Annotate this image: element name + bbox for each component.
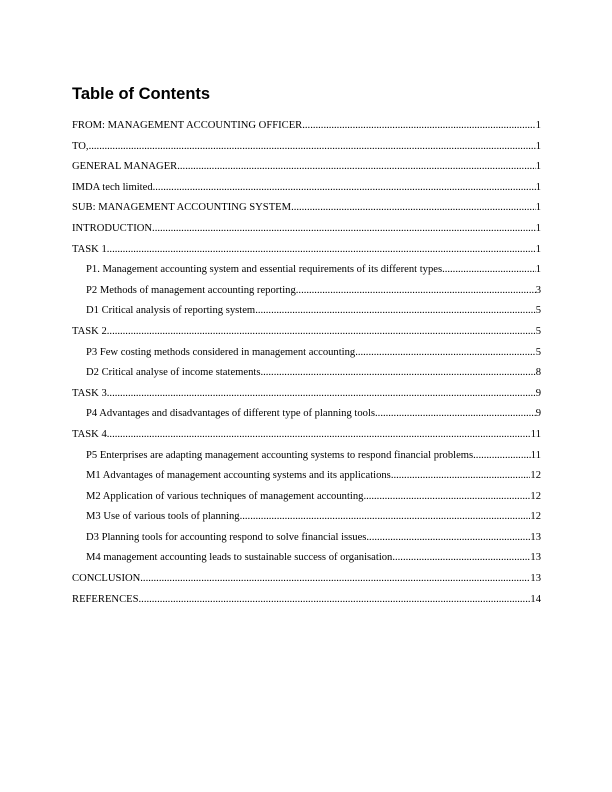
- toc-entry[interactable]: [72, 198, 541, 219]
- toc-page-number: 12: [530, 511, 541, 523]
- toc-dot-leader: [442, 260, 536, 281]
- toc-dot-leader: [391, 466, 531, 487]
- toc-page-number: 11: [530, 428, 541, 440]
- toc-entry-text: TO,: [72, 140, 89, 152]
- toc-dot-leader: [296, 281, 536, 302]
- toc-entry[interactable]: [72, 487, 541, 508]
- toc-entry-text: D2 Critical analyse of income statements: [86, 367, 261, 379]
- toc-entry-text: P4 Advantages and disadvantages of different type of planning tools: [86, 408, 376, 420]
- toc-entry[interactable]: [72, 219, 541, 240]
- toc-page-number: 14: [530, 593, 541, 605]
- toc-dot-leader: [260, 363, 535, 384]
- toc-dot-leader: [302, 116, 535, 137]
- toc-page-number: 13: [530, 573, 541, 585]
- toc-entry[interactable]: [72, 590, 541, 611]
- toc-entry-text: TASK 1: [72, 243, 107, 255]
- toc-page-number: 1: [535, 202, 541, 214]
- toc-dot-leader: [153, 178, 536, 199]
- toc-page-number: 1: [535, 120, 541, 131]
- toc-list: [72, 116, 541, 610]
- toc-page-number: 12: [530, 490, 541, 502]
- toc-entry[interactable]: [72, 240, 541, 261]
- toc-entry[interactable]: [72, 157, 541, 178]
- toc-entry[interactable]: [72, 260, 541, 281]
- toc-entry[interactable]: [72, 569, 541, 590]
- toc-dot-leader: [375, 404, 536, 425]
- toc-page-number: 1: [535, 264, 541, 276]
- toc-dot-leader: [473, 446, 531, 467]
- toc-dot-leader: [107, 240, 536, 261]
- toc-dot-leader: [255, 301, 536, 322]
- toc-entry-text: FROM: MANAGEMENT ACCOUNTING OFFICER: [72, 120, 303, 131]
- toc-entry-text: P1. Management accounting system and essential requirements of its different types: [86, 264, 443, 276]
- toc-dot-leader: [107, 322, 536, 343]
- toc-entry[interactable]: [72, 507, 541, 528]
- toc-entry-text: REFERENCES: [72, 593, 139, 605]
- toc-page-number: 13: [530, 552, 541, 564]
- toc-entry-text: M4 management accounting leads to sustainable success of organisation: [86, 552, 393, 564]
- toc-entry[interactable]: [72, 322, 541, 343]
- toc-entry[interactable]: [72, 425, 541, 446]
- toc-entry-text: P2 Methods of management accounting reporting: [86, 284, 296, 296]
- toc-entry[interactable]: [72, 548, 541, 569]
- toc-entry[interactable]: [72, 281, 541, 302]
- toc-page-number: 1: [535, 243, 541, 255]
- toc-page-number: 1: [535, 222, 541, 234]
- toc-entry[interactable]: [72, 301, 541, 322]
- toc-dot-leader: [392, 548, 530, 569]
- toc-entry-text: D3 Planning tools for accounting respond to solve financial issues: [86, 531, 367, 543]
- toc-dot-leader: [355, 343, 536, 364]
- toc-dot-leader: [177, 157, 535, 178]
- toc-entry[interactable]: [72, 343, 541, 364]
- toc-dot-leader: [139, 590, 531, 611]
- toc-entry-text: GENERAL MANAGER: [72, 161, 178, 173]
- toc-page-number: 9: [535, 408, 541, 420]
- toc-entry[interactable]: [72, 528, 541, 549]
- toc-page-number: 11: [530, 449, 541, 461]
- toc-entry-text: M3 Use of various tools of planning: [86, 511, 240, 523]
- toc-page-number: 5: [535, 325, 541, 337]
- toc-page-number: 1: [535, 161, 541, 173]
- toc-entry-text: D1 Critical analysis of reporting system: [86, 305, 256, 317]
- toc-entry-text: CONCLUSION: [72, 573, 141, 585]
- toc-entry[interactable]: [72, 116, 541, 137]
- toc-dot-leader: [140, 569, 530, 590]
- toc-entry-text: TASK 3: [72, 387, 107, 399]
- toc-entry-text: SUB: MANAGEMENT ACCOUNTING SYSTEM: [72, 202, 292, 214]
- toc-dot-leader: [89, 137, 536, 158]
- toc-page-number: 5: [535, 305, 541, 317]
- toc-page-number: 9: [535, 387, 541, 399]
- toc-entry[interactable]: [72, 466, 541, 487]
- toc-dot-leader: [152, 219, 536, 240]
- toc-entry-text: M2 Application of various techniques of management accounting: [86, 490, 364, 502]
- toc-page-number: 3: [535, 284, 541, 296]
- toc-dot-leader: [240, 507, 531, 528]
- toc-dot-leader: [107, 425, 531, 446]
- toc-page-number: 13: [530, 531, 541, 543]
- toc-dot-leader: [366, 528, 530, 549]
- toc-entry[interactable]: [72, 404, 541, 425]
- toc-entry-text: TASK 2: [72, 325, 107, 337]
- toc-entry[interactable]: [72, 137, 541, 158]
- toc-dot-leader: [363, 487, 530, 508]
- toc-page-number: 1: [535, 140, 541, 152]
- toc-page-number: 8: [535, 367, 541, 379]
- toc-page-number: 5: [535, 346, 541, 358]
- toc-entry-text: TASK 4: [72, 428, 107, 440]
- toc-entry[interactable]: [72, 363, 541, 384]
- toc-entry-text: IMDA tech limited: [72, 181, 153, 193]
- toc-entry-text: P5 Enterprises are adapting management accounting systems to respond financial problems: [86, 449, 474, 461]
- toc-entry[interactable]: [72, 446, 541, 467]
- toc-dot-leader: [291, 198, 536, 219]
- toc-dot-leader: [107, 384, 536, 405]
- toc-title: Table of Contents: [72, 85, 211, 103]
- toc-page-number: 12: [530, 470, 541, 482]
- toc-entry-text: INTRODUCTION: [72, 222, 153, 234]
- toc-page-number: 1: [535, 181, 541, 193]
- toc-entry-text: M1 Advantages of management accounting systems and its applications: [86, 470, 391, 482]
- toc-entry-text: P3 Few costing methods considered in management accounting: [86, 346, 356, 358]
- toc-entry[interactable]: [72, 384, 541, 405]
- toc-entry[interactable]: [72, 178, 541, 199]
